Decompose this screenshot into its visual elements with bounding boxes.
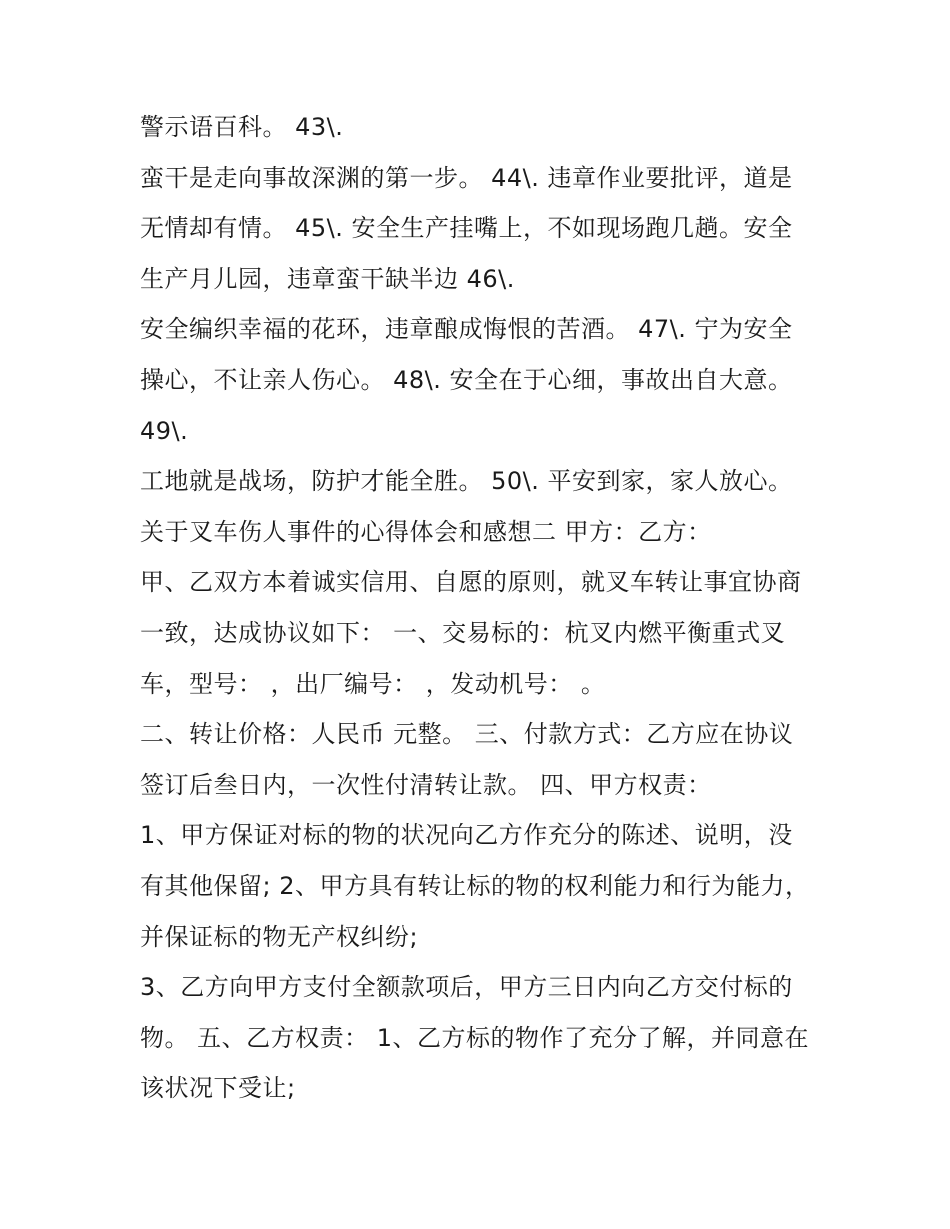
text-line-6: 操心，不让亲人伤心。 48\. 安全在于心细，事故出自大意。 (140, 365, 793, 394)
text-line-3: 无情却有情。 45\. 安全生产挂嘴上，不如现场跑几趟。安全 (140, 214, 793, 243)
text-line-17: 并保证标的物无产权纠纷; (140, 922, 419, 951)
text-line-12: 车，型号： ，出厂编号： ，发动机号： 。 (140, 669, 606, 698)
text-line-20: 该状况下受让; (140, 1074, 296, 1103)
text-line-7: 49\. (140, 416, 189, 445)
text-line-1: 警示语百科。 43\. (140, 113, 344, 141)
text-line-10: 甲、乙双方本着诚实信用、自愿的原则，就叉车转让事宜协商 (140, 568, 802, 597)
text-line-18: 3、乙方向甲方支付全额款项后，甲方三日内向乙方交付标的 (140, 973, 793, 1002)
text-line-4: 生产月儿园，违章蛮干缺半边 46\. (140, 264, 515, 293)
text-line-19: 物。 五、乙方权责： 1、乙方标的物作了充分了解，并同意在 (140, 1023, 810, 1052)
document-body (140, 102, 830, 1114)
text-line-9: 关于叉车伤人事件的心得体会和感想二 甲方：乙方： (140, 517, 712, 546)
text-line-5: 安全编织幸福的花环，违章酿成悔恨的苦酒。 47\. 宁为安全 (140, 315, 793, 344)
text-line-16: 有其他保留; 2、甲方具有转让标的物的权利能力和行为能力， (140, 871, 810, 900)
text-line-15: 1、甲方保证对标的物的状况向乙方作充分的陈述、说明，没 (140, 821, 793, 850)
text-line-2: 蛮干是走向事故深渊的第一步。 44\. 违章作业要批评，道是 (140, 163, 793, 192)
text-line-11: 一致，达成协议如下： 一、交易标的：杭叉内燃平衡重式叉 (140, 618, 786, 647)
text-line-13: 二、转让价格：人民币 元整。 三、付款方式：乙方应在协议 (140, 720, 794, 749)
text-line-8: 工地就是战场，防护才能全胜。 50\. 平安到家，家人放心。 (140, 467, 793, 496)
text-line-14: 签订后叁日内，一次性付清转让款。 四、甲方权责： (140, 770, 712, 799)
